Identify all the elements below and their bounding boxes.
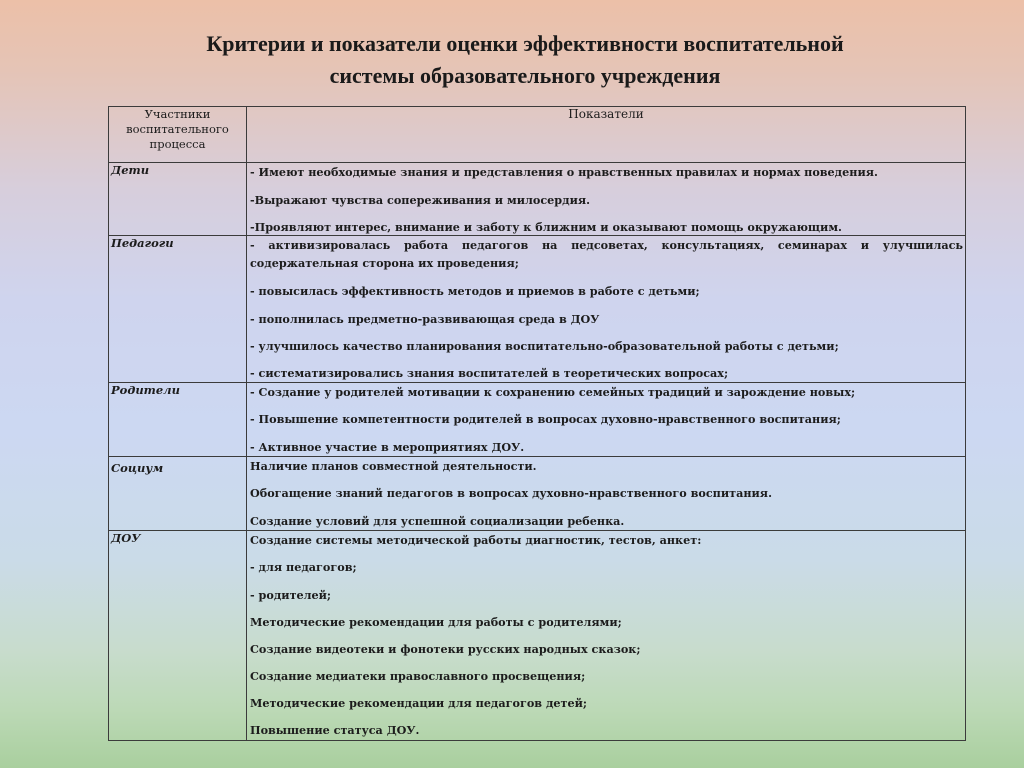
title-line-2: системы образовательного учреждения	[329, 63, 721, 88]
indicators-cell	[247, 383, 966, 457]
title-line-1: Критерии и показатели оценки эффективности воспитательной	[206, 31, 844, 56]
indicator-item: Создание системы методической работы диагностик, тестов, анкет:	[250, 533, 702, 547]
criteria-table	[108, 106, 966, 741]
indicator-item: Создание видеотеки и фонотеки русских народных сказок;	[250, 642, 641, 656]
table-header-row	[109, 107, 966, 163]
participant-dou: ДОУ	[109, 531, 247, 741]
indicator-item: - родителей;	[250, 588, 332, 602]
indicator-item: Создание медиатеки православного просвещения;	[250, 669, 586, 683]
indicator-item: Обогащение знаний педагогов в вопросах духовно-нравственного воспитания.	[250, 486, 772, 500]
participant-teachers: Педагоги	[109, 236, 247, 383]
indicator-item: - повысилась эффективность методов и приемов в работе с детьми;	[250, 284, 700, 298]
indicator-item: -Выражают чувства сопереживания и милосердия.	[250, 193, 591, 207]
indicators-cell	[247, 163, 966, 236]
indicator-item: - систематизировались знания воспитателей в теоретических вопросах;	[250, 366, 729, 380]
indicator-item: - для педагогов;	[250, 560, 357, 574]
indicator-item: - пополнилась предметно-развивающая среда в ДОУ	[250, 312, 600, 326]
indicators-cell	[247, 457, 966, 531]
table-row	[109, 531, 966, 741]
indicator-item: - Активное участие в мероприятиях ДОУ.	[250, 440, 525, 454]
table-row	[109, 163, 966, 236]
indicator-item: Методические рекомендации для работы с родителями;	[250, 615, 622, 629]
page-title	[0, 28, 1024, 92]
indicator-item: Повышение статуса ДОУ.	[250, 723, 420, 737]
participant-children: Дети	[109, 163, 247, 236]
indicator-item: - активизировалась работа педагогов на педсоветах, консультациях, семинарах и улучшилась содержательная сторона их проведения;	[250, 238, 963, 270]
participant-parents: Родители	[109, 383, 247, 457]
header-indicators: Показатели	[247, 107, 966, 163]
table-row	[109, 457, 966, 531]
indicator-item: - Создание у родителей мотивации к сохранению семейных традиций и зарождение новых;	[250, 385, 856, 399]
indicator-item: - Повышение компетентности родителей в вопросах духовно-нравственного воспитания;	[250, 412, 841, 426]
indicator-item: Методические рекомендации для педагогов детей;	[250, 696, 587, 710]
participant-society: Социум	[109, 457, 247, 531]
indicators-cell	[247, 236, 966, 383]
indicator-item: Создание условий для успешной социализации ребенка.	[250, 514, 625, 528]
indicator-item: Наличие планов совместной деятельности.	[250, 459, 537, 473]
indicator-item: -Проявляют интерес, внимание и заботу к ближним и оказывают помощь окружающим.	[250, 220, 842, 234]
header-participants: Участники воспитательного процесса	[109, 107, 247, 163]
indicators-cell	[247, 531, 966, 741]
table-row	[109, 236, 966, 383]
indicator-item: - улучшилось качество планирования воспитательно-образовательной работы с детьми;	[250, 339, 839, 353]
table-row	[109, 383, 966, 457]
indicator-item: - Имеют необходимые знания и представления о нравственных правилах и нормах поведения.	[250, 165, 878, 179]
